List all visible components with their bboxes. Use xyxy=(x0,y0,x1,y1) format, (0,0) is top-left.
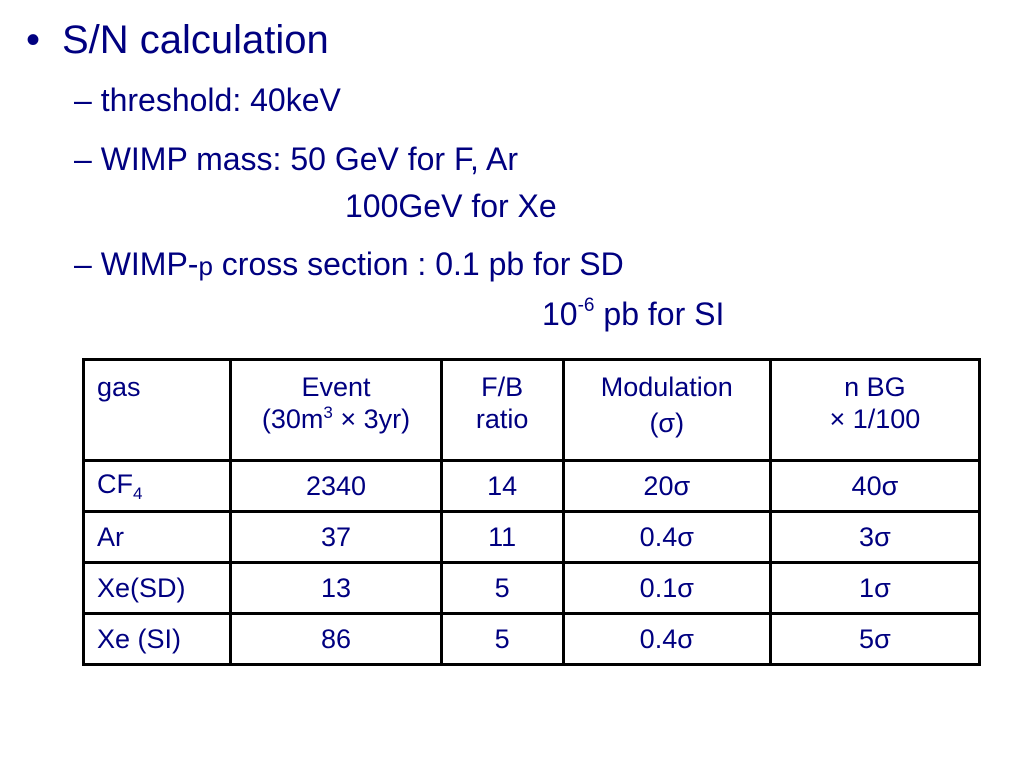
cell-event: 13 xyxy=(231,563,441,614)
header-mod-line1: Modulation xyxy=(600,372,733,402)
header-nbg-line1: n BG xyxy=(844,372,906,402)
proton-symbol: p xyxy=(198,251,213,281)
header-event-line2-pre: (30m xyxy=(261,404,324,435)
continuation-rest: pb for SI xyxy=(594,296,725,332)
bullet-marker: • xyxy=(26,18,41,62)
cross-section-prefix: WIMP- xyxy=(100,246,199,282)
cell-gas xyxy=(84,614,231,665)
dash-marker: – xyxy=(74,141,92,177)
dash-marker: – xyxy=(74,82,92,118)
header-event-line2-post: × 3yr) xyxy=(332,404,411,435)
dash-marker: – xyxy=(74,246,92,282)
cell-modulation: 20σ xyxy=(563,461,770,512)
cell-n-bg: 5σ xyxy=(770,614,979,665)
sub-bullet-wimp-mass xyxy=(74,143,518,175)
sub-bullet-text: threshold: 40keV xyxy=(100,82,341,118)
header-n-bg xyxy=(770,360,979,461)
cell-fb-ratio: 5 xyxy=(441,614,563,665)
main-bullet xyxy=(26,20,329,60)
cell-event: 2340 xyxy=(231,461,441,512)
header-event xyxy=(231,360,441,461)
header-event-line1: Event xyxy=(301,372,371,402)
cell-gas xyxy=(84,461,231,512)
sub-bullet-threshold xyxy=(74,84,341,116)
cell-modulation: 0.1σ xyxy=(563,563,770,614)
gas-name: Xe(SD) xyxy=(97,572,186,603)
table-row xyxy=(84,614,980,665)
sub-bullet-cross-section-continuation xyxy=(542,296,724,330)
header-nbg-line2: × 1/100 xyxy=(829,404,921,435)
gas-name: Xe (SI) xyxy=(97,623,182,654)
cell-fb-ratio: 5 xyxy=(441,563,563,614)
cell-gas xyxy=(84,512,231,563)
table-row xyxy=(84,563,980,614)
cell-n-bg: 1σ xyxy=(770,563,979,614)
cell-n-bg: 40σ xyxy=(770,461,979,512)
header-event-line2-sup: 3 xyxy=(323,403,333,423)
header-gas: gas xyxy=(84,360,231,461)
table-header-row xyxy=(84,360,980,461)
sub-bullet-cross-section xyxy=(74,248,624,280)
cell-n-bg: 3σ xyxy=(770,512,979,563)
header-modulation xyxy=(563,360,770,461)
cross-section-suffix: cross section : 0.1 pb for SD xyxy=(212,246,624,282)
sub-bullet-wimp-mass-continuation: 100GeV for Xe xyxy=(345,188,557,224)
header-fb-ratio xyxy=(441,360,563,461)
cell-modulation: 0.4σ xyxy=(563,512,770,563)
gas-name: CF xyxy=(97,468,133,499)
cell-modulation: 0.4σ xyxy=(563,614,770,665)
header-fb-line2: ratio xyxy=(475,404,529,435)
sn-table xyxy=(82,358,981,666)
sub-bullet-text: WIMP mass: 50 GeV for F, Ar xyxy=(100,141,518,177)
header-mod-line2: (σ) xyxy=(649,408,685,439)
table-row xyxy=(84,512,980,563)
main-bullet-text: S/N calculation xyxy=(62,18,329,62)
table-row xyxy=(84,461,980,512)
gas-subscript: 4 xyxy=(133,483,143,503)
cell-fb-ratio: 14 xyxy=(441,461,563,512)
header-fb-line1: F/B xyxy=(481,372,524,402)
gas-name: Ar xyxy=(97,521,124,552)
power-exponent: -6 xyxy=(577,295,595,316)
cell-fb-ratio: 11 xyxy=(441,512,563,563)
power-base: 10 xyxy=(542,296,578,332)
cell-gas xyxy=(84,563,231,614)
cell-event: 37 xyxy=(231,512,441,563)
cell-event: 86 xyxy=(231,614,441,665)
